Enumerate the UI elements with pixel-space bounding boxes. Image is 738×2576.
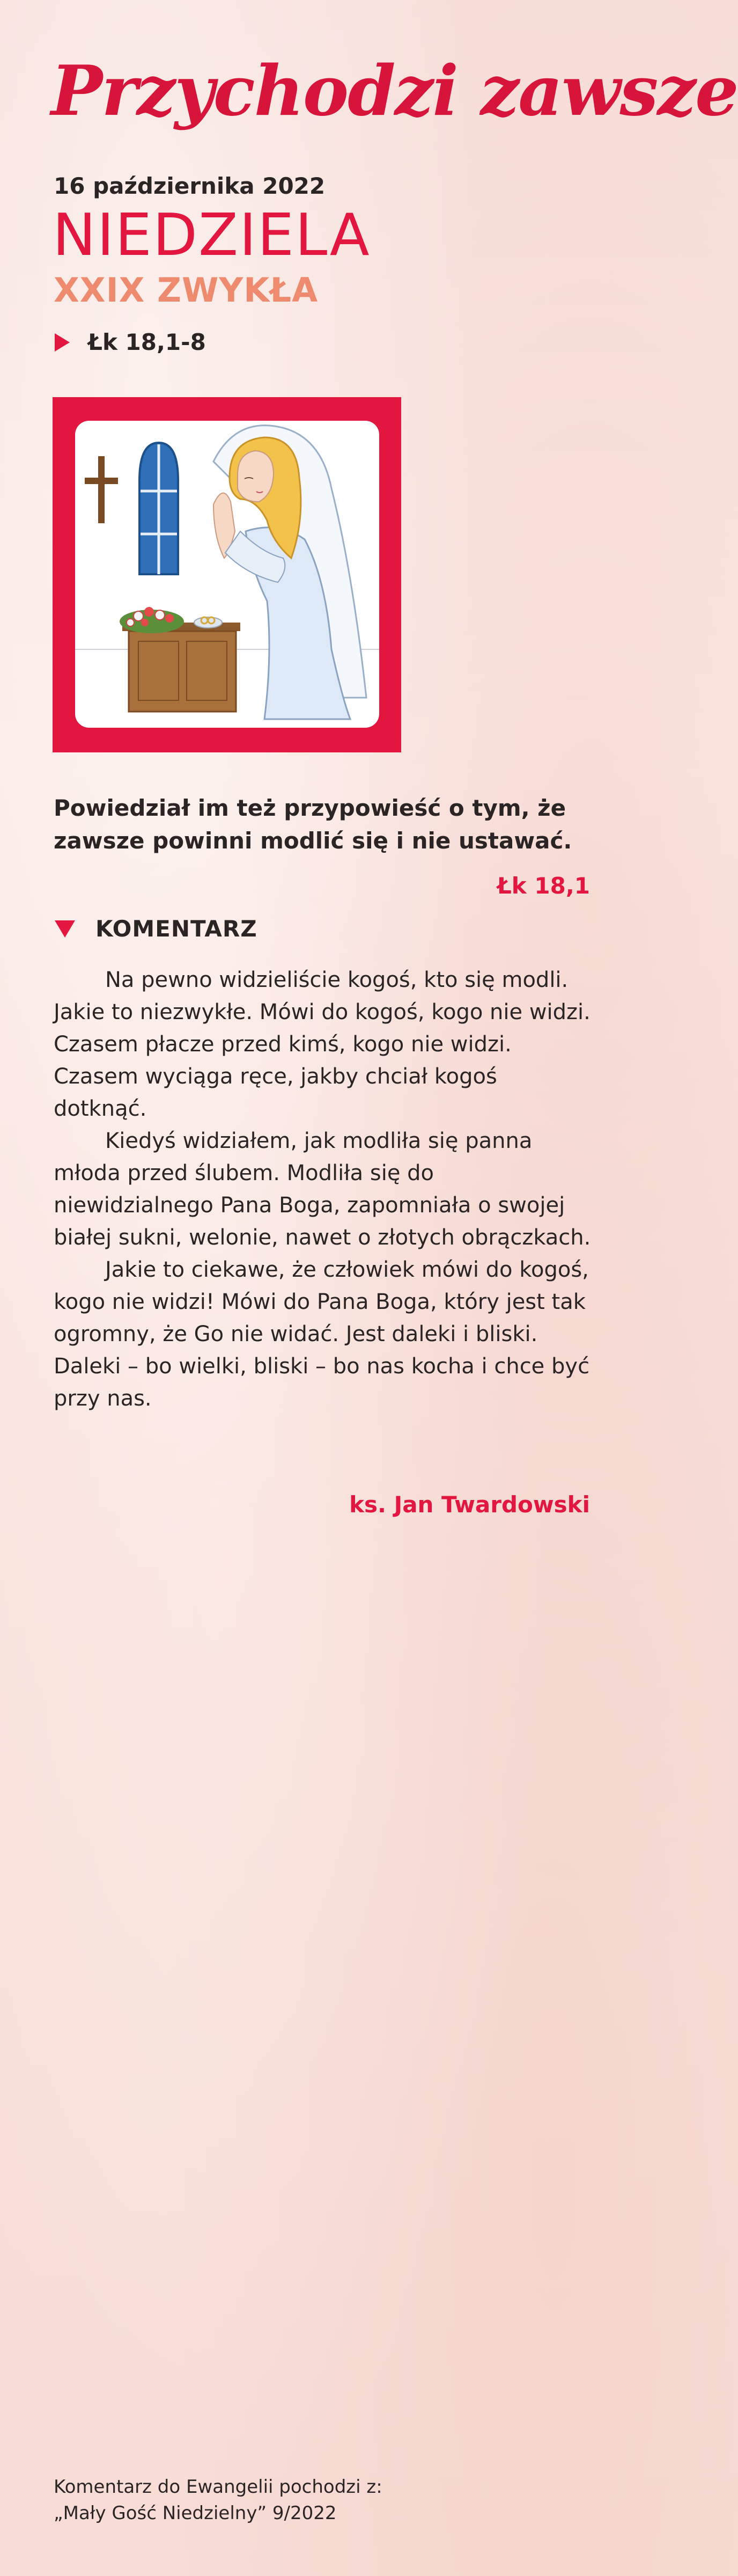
- date-label: 16 października 2022: [54, 173, 326, 199]
- gospel-quote: Powiedział im też przypowieść o tym, że zawsze powinni modlić się i nie ustawać.: [54, 795, 572, 854]
- source-footnote: [54, 2474, 382, 2527]
- comment-paragraph: Na pewno widzieliście kogoś, kto się modli. Jakie to niezwykłe. Mówi do kogoś, kogo nie widzi. Czasem płacze przed kimś, kogo nie widzi. Czasem wyciąga ręce, jakby chciał kogoś dotknąć.: [54, 968, 591, 1121]
- gospel-quote-reference: Łk 18,1: [497, 873, 590, 899]
- page-title: Przychodzi zawsze: [51, 51, 738, 131]
- triangle-down-icon: [55, 920, 75, 938]
- comment-paragraph: Jakie to ciekawe, że człowiek mówi do kogoś, kogo nie widzi! Mówi do Pana Boga, który jest tak ogromny, że Go nie widać. Jest daleki i bliski. Daleki – bo wielki, bliski – bo nas kocha i chce być przy nas.: [54, 1257, 590, 1411]
- reading-reference: [55, 329, 206, 355]
- day-label: NIEDZIELA: [53, 202, 371, 269]
- praying-bride-illustration: [53, 397, 401, 752]
- liturgical-week-label: XXIX ZWYKŁA: [54, 270, 319, 310]
- triangle-right-icon: [55, 333, 70, 352]
- comment-label: KOMENTARZ: [95, 916, 257, 942]
- comment-heading: [55, 916, 257, 942]
- reading-reference-text: Łk 18,1-8: [88, 329, 206, 355]
- footnote-line: „Mały Gość Niedzielny” 9/2022: [54, 2502, 337, 2524]
- footnote-line: Komentarz do Ewangelii pochodzi z:: [54, 2476, 382, 2498]
- comment-author: ks. Jan Twardowski: [349, 1491, 590, 1518]
- comment-body: [54, 964, 593, 1415]
- comment-paragraph: Kiedyś widziałem, jak modliła się panna młoda przed ślubem. Modliła się do niewidzialnego Pana Boga, zapomniała o swojej białej sukni, welonie, nawet o złotych obrączkach.: [54, 1129, 591, 1250]
